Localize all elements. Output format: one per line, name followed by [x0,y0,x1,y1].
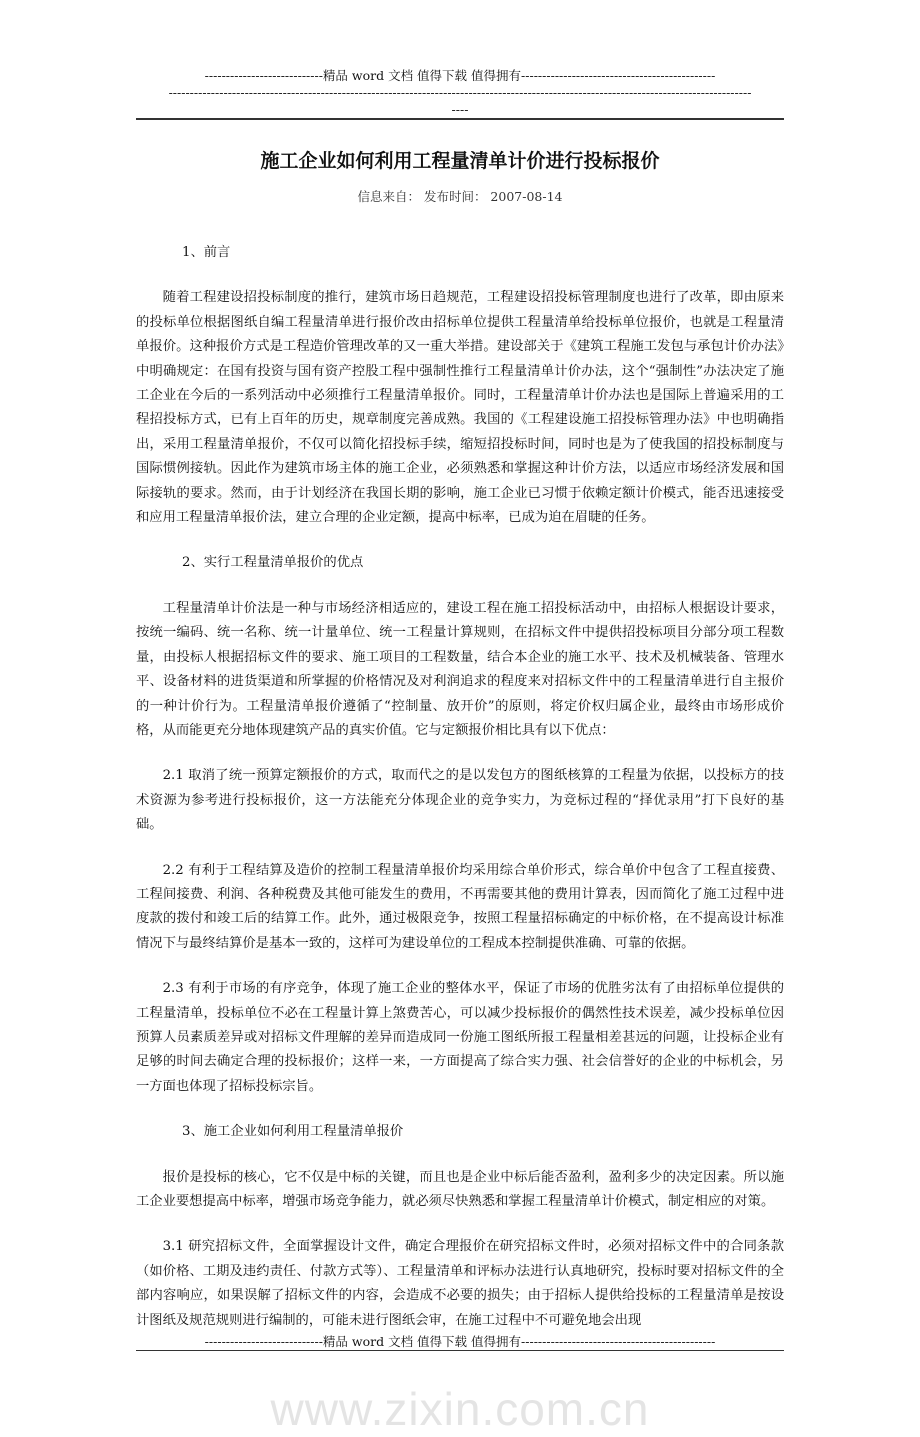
footer-banner: ----------------------------精品 word 文档 值得下载 值得拥有---------------------------------------------- [204,1334,716,1350]
article-meta: 信息来自： 发布时间： 2007-08-14 [357,189,563,204]
paragraph: 2.2 有利于工程结算及造价的控制工程量清单报价均采用综合单价形式，综合单价中包含了工程直接费、工程间接费、利润、各种税费及其他可能发生的费用，不再需要其他的费用计算表，因而简化了施工过程中进度款的拨付和竣工后的结算工作。此外，通过极限竞争，按照工程量招标确定的中标价格，在不提高设计标准情况下与最终结算价是基本一致的，这样可为建设单位的工程成本控制提供准确、可靠的依据。 [136,862,784,951]
watermark: www.zixin.com.cn [270,1383,650,1436]
header-banner: ----------------------------精品 word 文档 值得下载 值得拥有---------------------------------------------- [204,68,716,83]
paragraph: 随着工程建设招投标制度的推行，建筑市场日趋规范，工程建设招投标管理制度也进行了改革，即由原来的投标单位根据图纸自编工程量清单进行报价改由招标单位提供工程量清单给投标单位报价，也就是工程量清单报价。这种报价方式是工程造价管理改革的又一重大举措。建设部关于《建筑工程施工发包与承包计价办法》中明确规定：在国有投资与国有资产控股工程中强制性推行工程量清单计价办法，这个“强制性”办法决定了施工企业在今后的一系列活动中必须推行工程量清单报价。同时，工程量清单计价办法也是国际上普遍采用的工程招投标方式，已有上百年的历史，规章制度完善成熟。我国的《工程建设施工招投标管理办法》中也明确指出，采用工程量清单报价，不仅可以简化招投标手续，缩短招投标时间，同时也是为了使我国的招投标制度与国际惯例接轨。因此作为建筑市场主体的施工企业，必须熟悉和掌握这种计价方法，以适应市场经济发展和国际接轨的要求。然而，由于计划经济在我国长期的影响，施工企业已习惯于依赖定额计价模式，能否迅速接受和应用工程量清单报价法，建立合理的企业定额，提高中标率，已成为迫在眉睫的任务。 [136,290,784,526]
paragraph: 2.3 有利于市场的有序竞争，体现了施工企业的整体水平，保证了市场的优胜劣汰有了由招标单位提供的工程量清单，投标单位不必在工程量计算上煞费苦心，可以减少投标报价的偶然性技术误差，减少投标单位因预算人员素质差异或对招标文件理解的差异而造成同一份施工图纸所报工程量相差甚远的问题，让投标企业有足够的时间去确定合理的投标报价；这样一来，一方面提高了综合实力强、社会信誉好的企业的中标机会，另一方面也体现了招标投标宗旨。 [136,981,784,1094]
header-rule [136,118,784,120]
footer-rule [136,1350,784,1351]
document-page [136,67,784,1437]
header-dashes: ------------------------------------------------------------------------------------------------------------------------------------------ [168,85,752,100]
section-heading: 3、施工企业如何利用工程量清单报价 [182,1124,404,1140]
paragraph: 报价是投标的核心，它不仅是中标的关键，而且也是企业中标后能否盈利，盈利多少的决定因素。所以施工企业要想提高中标率，增强市场竞争能力，就必须尽快熟悉和掌握工程量清单计价模式，制定相应的对策。 [136,1169,784,1209]
page-title: 施工企业如何利用工程量清单计价进行投标报价 [260,150,660,172]
paragraph: 工程量清单计价法是一种与市场经济相适应的，建设工程在施工招投标活动中，由招标人根据设计要求，按统一编码、统一名称、统一计量单位、统一工程量计算规则，在招标文件中提供招投标项目分部分项工程数量，由投标人根据招标文件的要求、施工项目的工程数量，结合本企业的施工水平、技术及机械装备、管理水平、设备材料的进货渠道和所掌握的价格情况及对利润追求的程度来对招标文件中的工程量清单进行自主报价的一种计价行为。工程量清单报价遵循了“控制量、放开价”的原则，将定价权归属企业，最终由市场形成价格，从而能更充分地体现建筑产品的真实价值。它与定额报价相比具有以下优点： [136,600,784,738]
section-heading: 2、实行工程量清单报价的优点 [182,555,364,571]
header-dashes-tail: ---- [451,102,469,117]
paragraph: 3.1 研究招标文件，全面掌握设计文件，确定合理报价在研究招标文件时，必须对招标文件中的合同条款（如价格、工期及违约责任、付款方式等）、工程量清单和评标办法进行认真地研究，投标时要对招标文件的全部内容响应，如果误解了招标文件的内容，会造成不必要的损失；由于招标人提供给投标的工程量清单是按设计图纸及规范规则进行编制的，可能未进行图纸会审，在施工过程中不可避免地会出现 [136,1239,784,1328]
paragraph: 2.1 取消了统一预算定额报价的方式，取而代之的是以发包方的图纸核算的工程量为依据，以投标方的技术资源为参考进行投标报价，这一方法能充分体现企业的竞争实力，为竞标过程的“择优录用”打下良好的基础。 [136,768,784,833]
section-heading: 1、前言 [182,245,231,260]
